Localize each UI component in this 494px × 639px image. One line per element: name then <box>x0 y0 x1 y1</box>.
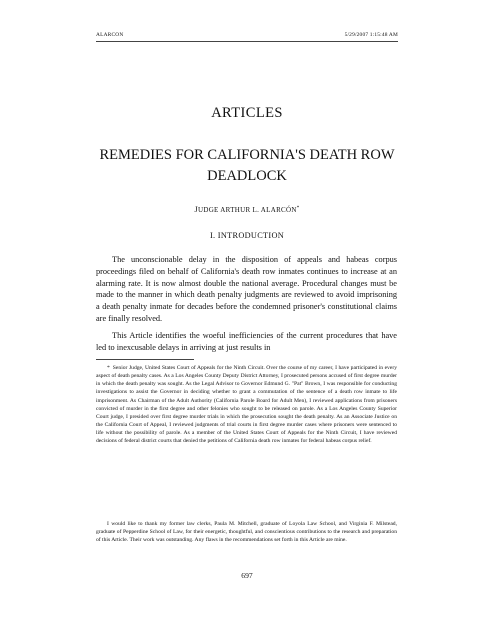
article-title: REMEDIES FOR CALIFORNIA'S DEATH ROW DEADLOCK <box>99 147 395 184</box>
author-initial: J <box>194 205 198 214</box>
footnote-text: Senior Judge, United States Court of Appeals for the Ninth Circuit. Over the course of my career, I have participated in every aspect of death penalty cases. As a Los Angeles County Deputy District Attorney, I prosecuted persons accused of first degree murder in which the death penalty was sought. As the Legal Advisor to Governor Edmund G. "Pat" Brown, I was responsible for conducting investigations to assist the Governor in deciding whether to grant a commutation of the sentence of a death row inmate to life imprisonment. As Chairman of the Adult Authority (California Parole Board for Adult Men), I reviewed applications from prisoners convicted of murder in the first degree and other felonies who sought to be released on parole. As a Los Angeles County Superior Court judge, I presided over first degree murder trials in which the prosecution sought the death penalty. As an Associate Justice on the California Court of Appeal, I reviewed judgments of trial courts in first degree murder cases where prisoners were sentenced to life without the possibility of parole. As a member of the United States Court of Appeals for the Ninth Circuit, I have reviewed decisions of federal district courts that denied the petitions of California death row inmates for federal habeas corpus relief. <box>96 365 397 445</box>
header-rule <box>96 41 398 42</box>
footnote <box>96 364 397 446</box>
body-paragraph: This Article identifies the woeful inefficiencies of the current procedures that have led to inexcusable delays in arriving at just results in <box>96 331 397 352</box>
author-line <box>96 205 398 214</box>
footnote-mark: * <box>107 365 110 371</box>
author-footnote-mark: * <box>296 206 300 211</box>
footnote-continuation: I would like to thank my former law clerks, Paula M. Mitchell, graduate of Loyola Law School, and Virginia F. Milstead, graduate of Pepperdine School of Law, for their energetic, thoughtful, and conscientious contributions to the research and preparation of this Article. Their work was outstanding. Any flaws in the recommendations set forth in this Article are mine. <box>96 521 397 544</box>
intro-heading: I. INTRODUCTION <box>209 231 285 240</box>
author-name: UDGE ARTHUR L. ALARCÓN <box>197 206 297 214</box>
running-header-author: ALARCON <box>96 32 124 38</box>
body-paragraph: The unconscionable delay in the disposition of appeals and habeas corpus proceedings filed on behalf of California's death row inmates continues to increase at an alarming rate. It is now almost double the national average. Procedural changes must be made to the manner in which death penalty judgments are reviewed to avoid imprisoning a death penalty inmate for decades before the condemned prisoner's constitutional claims are finally resolved. <box>96 255 397 323</box>
running-header-timestamp: 5/29/2007 1:15:48 AM <box>344 32 398 38</box>
page-number: 697 <box>241 571 253 580</box>
footnote-rule <box>96 359 194 360</box>
section-heading: ARTICLES <box>211 105 283 121</box>
running-header <box>96 32 398 38</box>
